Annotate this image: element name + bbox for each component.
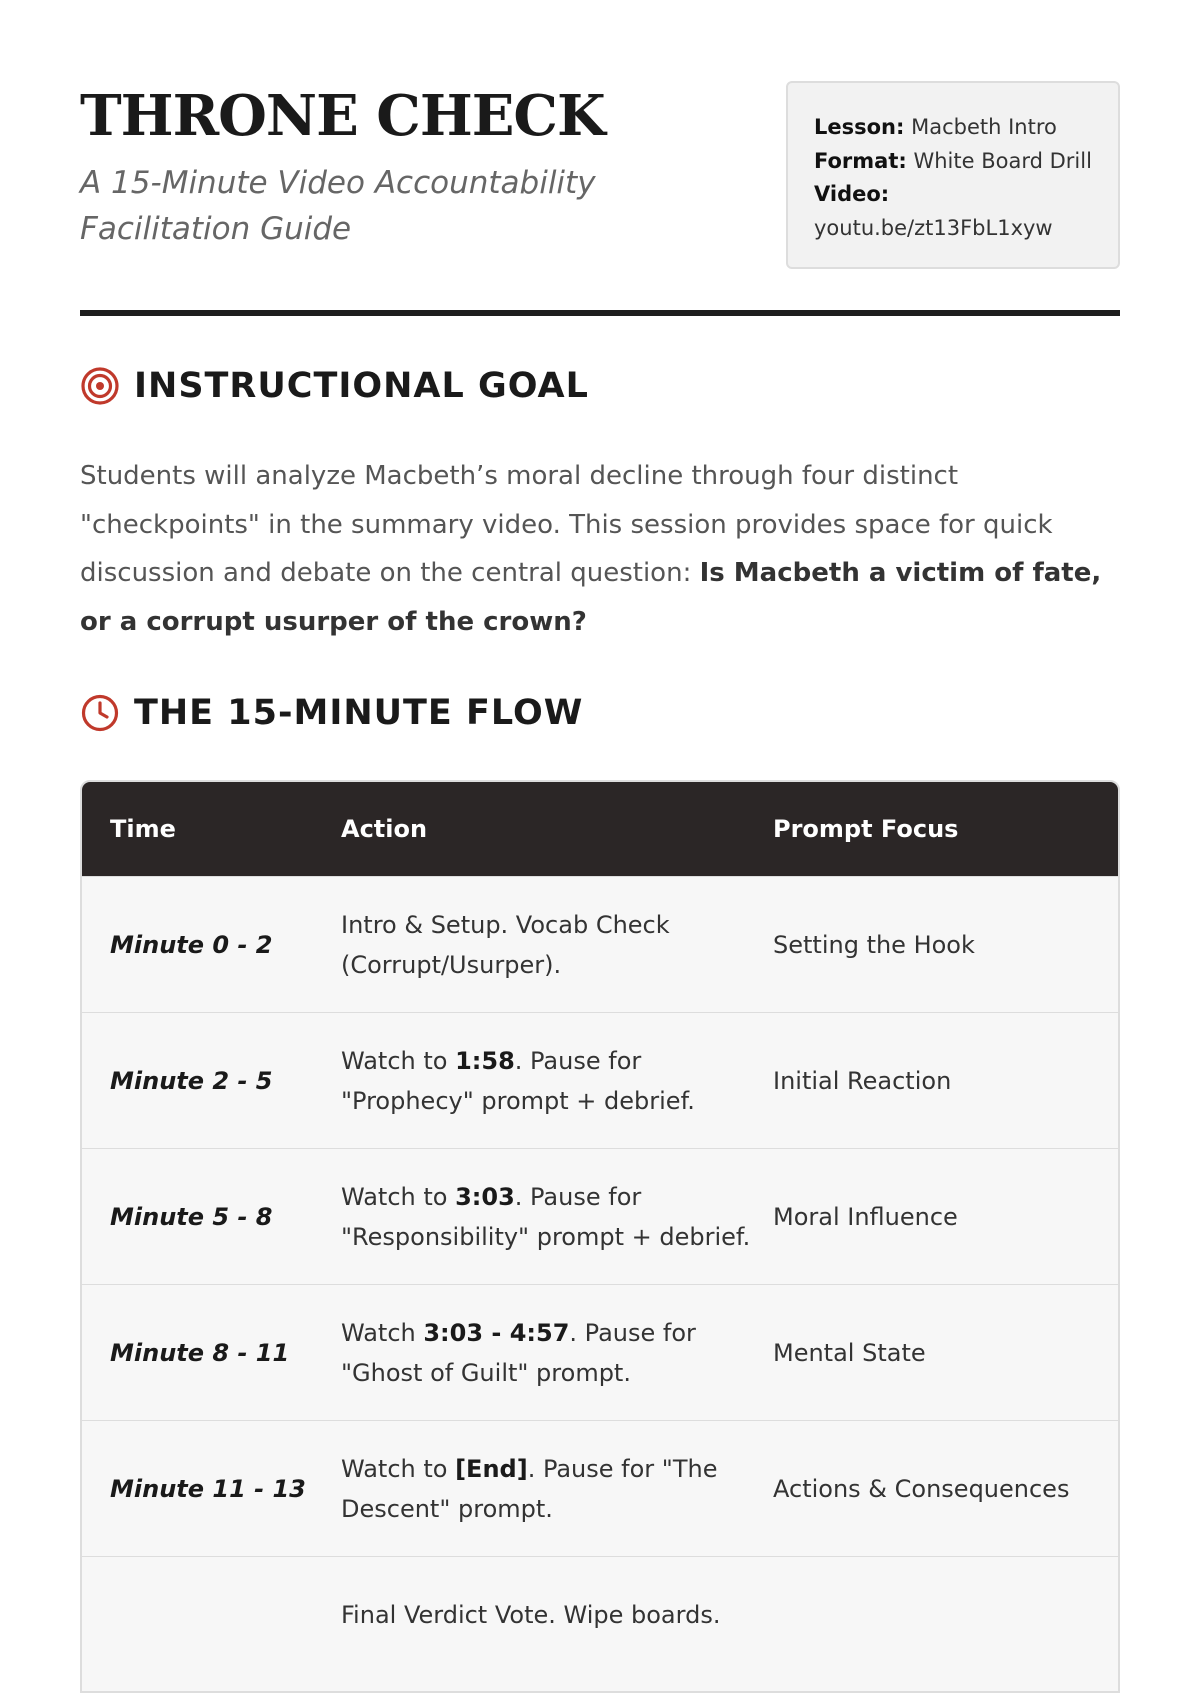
- lesson-line: [814, 111, 1092, 145]
- video-label: Video:: [814, 182, 890, 206]
- target-icon: [80, 366, 120, 406]
- action-text: Intro & Setup. Vocab Check (Corrupt/Usurper).: [341, 910, 670, 979]
- action-text: Watch to: [341, 1454, 456, 1483]
- flow-heading: THE 15-MINUTE FLOW: [134, 693, 584, 733]
- table-row: [82, 1148, 1118, 1284]
- action-cell: [341, 905, 773, 985]
- timestamp: [End]: [455, 1454, 528, 1483]
- guide-page: [80, 0, 1120, 1629]
- goal-section-header: [80, 366, 589, 406]
- action-cell: [341, 1449, 773, 1529]
- action-text: . Pause for "Responsibility" prompt + debrief.: [341, 1182, 751, 1251]
- prompt-cell: Actions & Consequences: [773, 1474, 1070, 1503]
- page-subtitle: A 15-Minute Video Accountability Facilitation Guide: [80, 165, 596, 247]
- video-link[interactable]: youtu.be/zt13FbL1xyw: [814, 215, 1053, 240]
- table-row: [82, 1556, 1118, 1691]
- action-cell: [341, 1177, 773, 1257]
- clock-icon: [80, 693, 120, 733]
- prompt-cell: Initial Reaction: [773, 1066, 952, 1095]
- action-cell: [341, 1595, 773, 1635]
- header: [80, 0, 1120, 320]
- prompt-cell: Setting the Hook: [773, 930, 975, 959]
- goal-text: Students will analyze Macbeth’s moral decline through four distinct "checkpoints" in the summary video. This session provides space for quick discussion and debate on the central question:: [80, 461, 1053, 588]
- table-row: [82, 1012, 1118, 1148]
- action-text: . Pause for "Ghost of Guilt" prompt.: [341, 1318, 696, 1387]
- flow-section-header: [80, 693, 583, 733]
- format-line: [814, 145, 1092, 179]
- lesson-label: Lesson:: [814, 115, 905, 139]
- table-header: [82, 782, 1118, 876]
- flow-table: [80, 780, 1120, 1693]
- page-title: THRONE CHECK: [80, 83, 605, 149]
- action-text: . Pause for "Prophecy" prompt + debrief.: [341, 1046, 695, 1115]
- action-cell: [341, 1313, 773, 1393]
- table-row: [82, 876, 1118, 1012]
- action-text: Final Verdict Vote. Wipe boards.: [341, 1601, 721, 1629]
- lesson-info-box: [786, 81, 1120, 269]
- table-row: [82, 1420, 1118, 1556]
- column-header-time: Time: [110, 815, 176, 843]
- table-row: [82, 1284, 1118, 1420]
- action-text: Watch to: [341, 1182, 456, 1211]
- format-value: White Board Drill: [913, 148, 1092, 173]
- goal-heading: INSTRUCTIONAL GOAL: [134, 366, 589, 406]
- time-cell: Minute 11 - 13: [110, 1474, 306, 1503]
- header-divider: [80, 310, 1120, 316]
- timestamp: 3:03: [455, 1182, 515, 1211]
- timestamp: 1:58: [455, 1046, 515, 1075]
- time-cell: Minute 0 - 2: [110, 930, 273, 959]
- format-label: Format:: [814, 148, 907, 173]
- prompt-cell: Mental State: [773, 1338, 926, 1367]
- action-text: Watch: [341, 1318, 424, 1347]
- time-cell: Minute 5 - 8: [110, 1202, 273, 1231]
- column-header-prompt: Prompt Focus: [773, 815, 959, 843]
- column-header-action: Action: [341, 815, 428, 843]
- prompt-cell: Moral Influence: [773, 1202, 958, 1231]
- time-cell: Minute 2 - 5: [110, 1066, 273, 1095]
- action-cell: [341, 1041, 773, 1121]
- timestamp: 3:03 - 4:57: [423, 1318, 570, 1347]
- central-question: Is Macbeth a victim of fate, or a corrupt usurper of the crown?: [80, 558, 1102, 637]
- time-cell: Minute 8 - 11: [110, 1338, 290, 1367]
- action-text: . Pause for "The Descent" prompt.: [341, 1454, 718, 1523]
- action-text: Watch to: [341, 1046, 456, 1075]
- goal-description: [80, 452, 1120, 646]
- lesson-value: Macbeth Intro: [911, 115, 1057, 139]
